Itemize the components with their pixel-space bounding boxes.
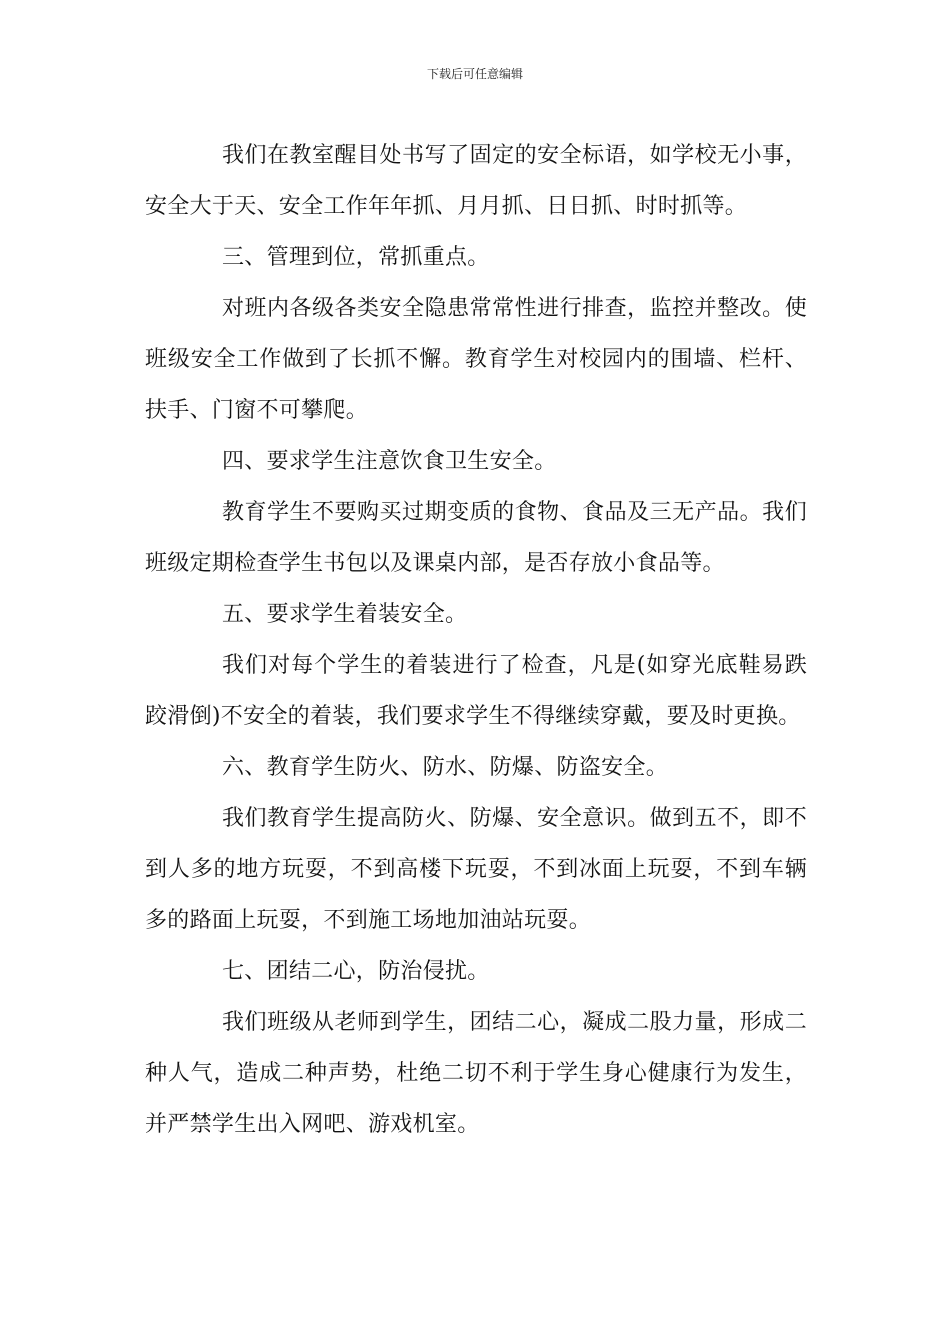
paragraph: 对班内各级各类安全隐患常常性进行排查，监控并整改。使班级安全工作做到了长抓不懈。教育学生对校园内的围墙、栏杆、扶手、门窗不可攀爬。 [145,296,807,423]
paragraph: 我们对每个学生的着装进行了检查，凡是(如穿光底鞋易跌跤滑倒)不安全的着装，我们要求学生不得继续穿戴，要及时更换。 [145,653,807,729]
section-heading: 五、要求学生着装安全。 [222,602,468,627]
section-heading: 三、管理到位，常抓重点。 [222,245,490,270]
section-heading: 七、团结二心，防治侵扰。 [222,959,490,984]
paragraph: 我们班级从老师到学生，团结二心，凝成二股力量，形成二种人气，造成二种声势，杜绝二切不利于学生身心健康行为发生，并严禁学生出入网吧、游戏机室。 [145,1010,807,1137]
paragraph: 我们在教室醒目处书写了固定的安全标语，如学校无小事，安全大于天、安全工作年年抓、月月抓、日日抓、时时抓等。 [145,143,807,219]
paragraph: 教育学生不要购买过期变质的食物、食品及三无产品。我们班级定期检查学生书包以及课桌内部，是否存放小食品等。 [145,500,807,576]
section-heading: 六、教育学生防火、防水、防爆、防盗安全。 [222,755,669,780]
page-header: 下载后可任意编辑 [426,67,523,81]
paragraph: 我们教育学生提高防火、防爆、安全意识。做到五不，即不到人多的地方玩耍，不到高楼下玩耍，不到冰面上玩耍，不到车辆多的路面上玩耍，不到施工场地加油站玩耍。 [145,806,807,933]
section-heading: 四、要求学生注意饮食卫生安全。 [222,449,557,474]
document-body [145,130,807,1150]
